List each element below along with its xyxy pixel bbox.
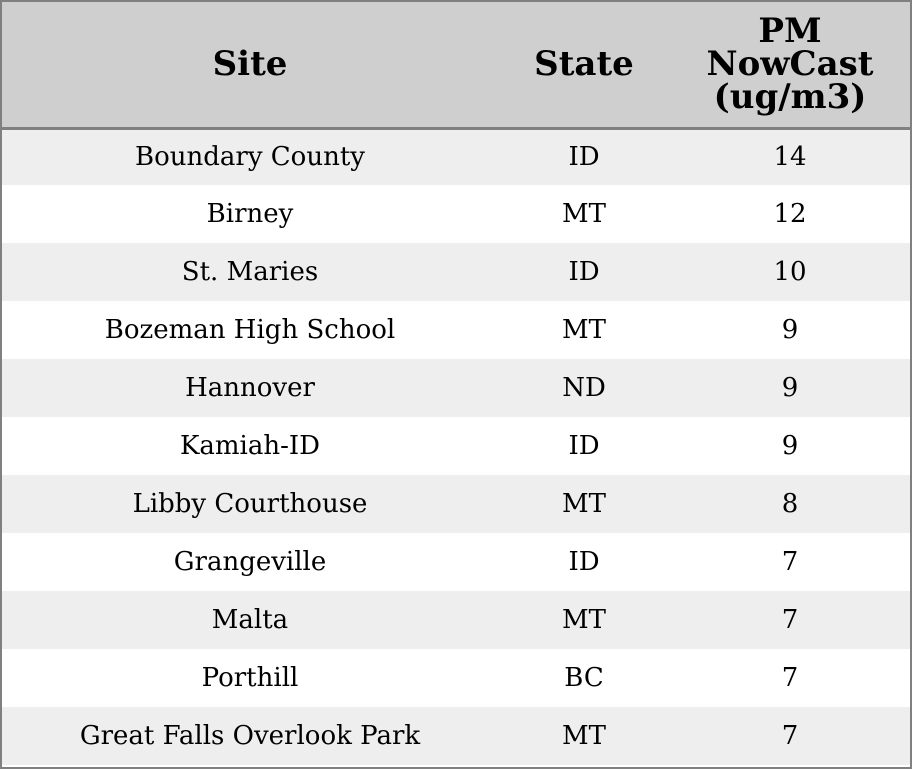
cell-pm: 8	[781, 489, 799, 519]
cell-site: Hannover	[185, 373, 315, 403]
cell-state: MT	[562, 721, 606, 751]
cell-site: Grangeville	[173, 547, 327, 577]
table-row	[2, 591, 910, 649]
cell-pm: 9	[781, 373, 799, 403]
cell-state: BC	[564, 663, 604, 693]
cell-site: Bozeman High School	[104, 315, 396, 345]
table-row	[2, 417, 910, 475]
cell-state: ID	[568, 257, 600, 287]
cell-state: MT	[562, 315, 606, 345]
cell-state: MT	[562, 199, 606, 229]
cell-pm: 10	[773, 257, 807, 287]
cell-state: MT	[562, 605, 606, 635]
cell-site: Libby Courthouse	[132, 489, 368, 519]
header-pm-line1: PM	[758, 10, 822, 51]
table-row	[2, 475, 910, 533]
cell-pm: 7	[781, 605, 799, 635]
header-site: Site	[2, 2, 498, 128]
cell-site: Great Falls Overlook Park	[79, 721, 421, 751]
pm-nowcast-table	[2, 2, 910, 765]
cell-state: MT	[562, 489, 606, 519]
table-row	[2, 301, 910, 359]
cell-state: ID	[568, 431, 600, 461]
cell-pm: 7	[781, 547, 799, 577]
cell-pm: 7	[781, 663, 799, 693]
cell-site: Kamiah-ID	[179, 431, 321, 461]
table-row	[2, 359, 910, 417]
header-row	[2, 2, 910, 128]
cell-site: Porthill	[201, 663, 299, 693]
table-row	[2, 649, 910, 707]
table-row	[2, 128, 910, 185]
table-row	[2, 707, 910, 765]
cell-pm: 14	[773, 142, 807, 173]
cell-site: Malta	[211, 605, 289, 635]
table-row	[2, 243, 910, 301]
table-row	[2, 185, 910, 243]
table-header	[2, 2, 910, 128]
cell-pm: 9	[781, 431, 799, 461]
cell-pm: 12	[773, 199, 807, 229]
cell-state: ID	[568, 142, 600, 173]
header-state: State	[498, 2, 670, 128]
header-pm-line2: NowCast	[706, 43, 874, 84]
cell-site: St. Maries	[181, 257, 319, 287]
cell-state: ND	[562, 373, 606, 403]
table-row	[2, 533, 910, 591]
cell-site: Boundary County	[135, 142, 365, 173]
cell-pm: 9	[781, 315, 799, 345]
header-pm-line3: (ug/m3)	[713, 76, 867, 117]
cell-state: ID	[568, 547, 600, 577]
cell-pm: 7	[781, 721, 799, 751]
cell-site: Birney	[206, 199, 294, 229]
table-body	[2, 128, 910, 765]
header-pm-nowcast	[670, 2, 910, 128]
